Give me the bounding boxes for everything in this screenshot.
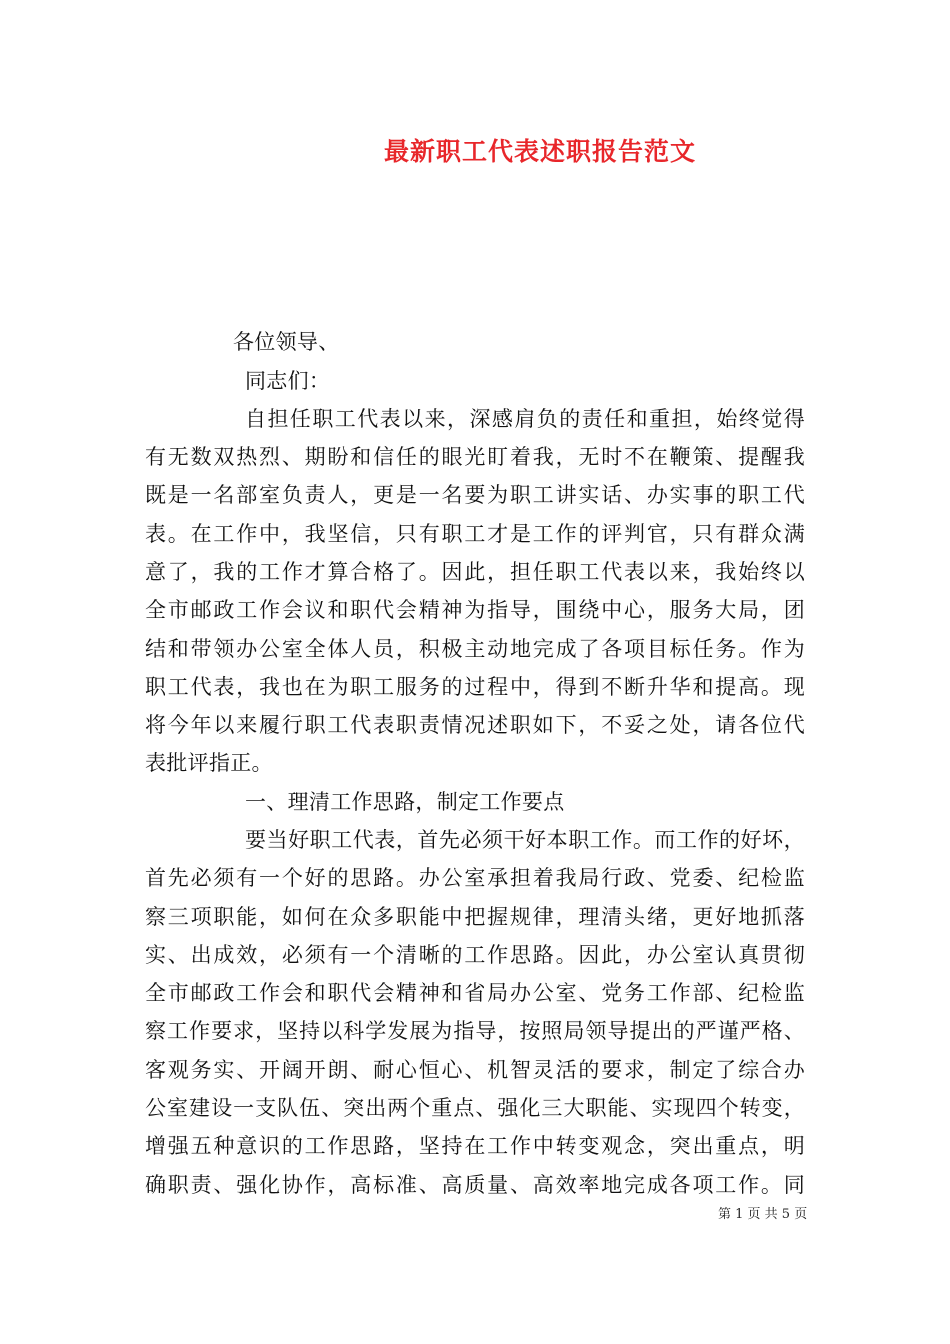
paragraph-line: 有无数双热烈、期盼和信任的眼光盯着我，无时不在鞭策、提醒我 xyxy=(145,445,805,469)
paragraph-line: 意了，我的工作才算合格了。因此，担任职工代表以来，我始终以 xyxy=(145,560,805,584)
paragraph-line: 实、出成效，必须有一个清晰的工作思路。因此，办公室认真贯彻 xyxy=(145,943,805,967)
paragraph-line: 全市邮政工作会和职代会精神和省局办公室、党务工作部、纪检监 xyxy=(145,981,805,1005)
paragraph-line: 职工代表，我也在为职工服务的过程中，得到不断升华和提高。现 xyxy=(145,675,805,699)
paragraph-line: 表批评指正。 xyxy=(145,751,273,775)
paragraph-line: 表。在工作中，我坚信，只有职工才是工作的评判官，只有群众满 xyxy=(145,522,805,546)
paragraph-line: 结和带领办公室全体人员，积极主动地完成了各项目标任务。作为 xyxy=(145,637,805,661)
paragraph-line: 察工作要求，坚持以科学发展为指导，按照局领导提出的严谨严格、 xyxy=(145,1019,805,1043)
paragraph-line: 全市邮政工作会议和职代会精神为指导，围绕中心，服务大局，团 xyxy=(145,598,805,622)
paragraph-line: 将今年以来履行职工代表职责情况述职如下，不妥之处，请各位代 xyxy=(145,713,805,737)
paragraph-line: 自担任职工代表以来，深感肩负的责任和重担，始终觉得 xyxy=(245,407,805,431)
paragraph-line: 察三项职能，如何在众多职能中把握规律，理清头绪，更好地抓落 xyxy=(145,905,805,929)
document-title: 最新职工代表述职报告范文 xyxy=(383,137,696,166)
paragraph-line: 客观务实、开阔开朗、耐心恒心、机智灵活的要求，制定了综合办 xyxy=(145,1058,805,1082)
paragraph-line: 公室建设一支队伍、突出两个重点、强化三大职能、实现四个转变， xyxy=(145,1096,805,1120)
paragraph-line: 既是一名部室负责人，更是一名要为职工讲实话、办实事的职工代 xyxy=(145,483,805,507)
paragraph-line: 增强五种意识的工作思路，坚持在工作中转变观念，突出重点，明 xyxy=(145,1134,805,1158)
salutation-leaders: 各位领导、 xyxy=(233,330,340,354)
page-number: 第 1 页 共 5 页 xyxy=(718,1207,808,1222)
paragraph-line: 确职责、强化协作，高标准、高质量、高效率地完成各项工作。同 xyxy=(145,1173,805,1197)
salutation-comrades: 同志们： xyxy=(245,369,331,393)
paragraph-line: 首先必须有一个好的思路。办公室承担着我局行政、党委、纪检监 xyxy=(145,866,805,890)
section-heading: 一、理清工作思路，制定工作要点 xyxy=(245,790,565,814)
paragraph-line: 要当好职工代表，首先必须干好本职工作。而工作的好坏， xyxy=(245,828,805,852)
